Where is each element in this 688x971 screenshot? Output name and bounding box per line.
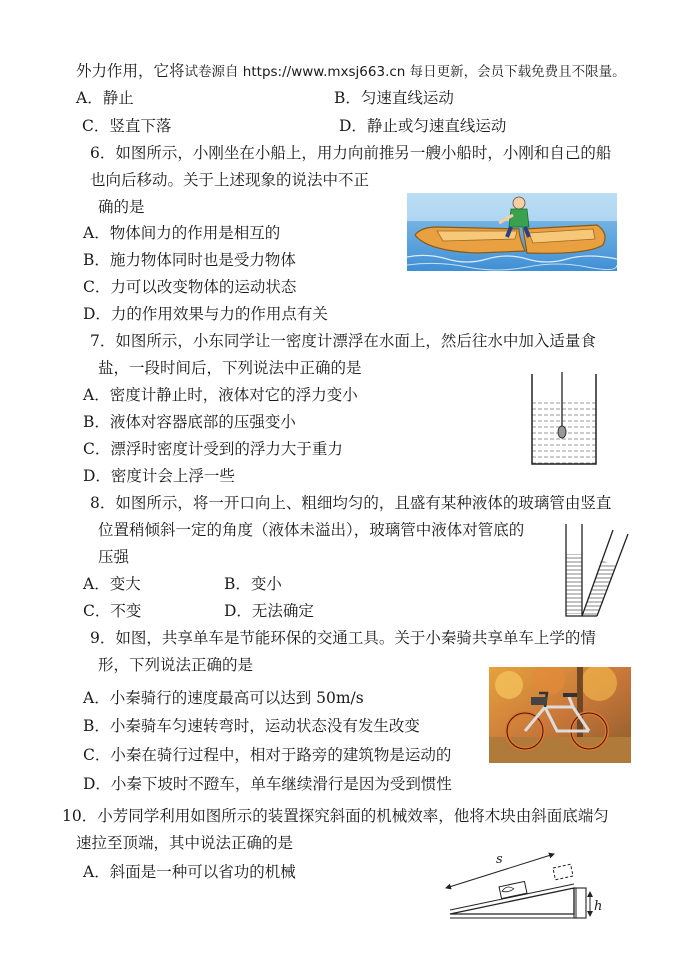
q9-option-a[interactable]: A．小秦骑行的速度最高可以达到 50m/s — [83, 689, 364, 707]
incline-figure — [438, 848, 608, 920]
q8-stem-2: 位置稍倾斜一定的角度（液体未溢出），玻璃管中液体对管底的 — [98, 521, 525, 539]
boy-shirt — [509, 209, 529, 227]
q8-option-c[interactable]: C．不变 — [83, 602, 142, 620]
boy-head — [513, 197, 525, 209]
hydrometer-bulb — [558, 426, 566, 438]
q9-stem-1: 9．如图，共享单车是节能环保的交通工具。关于小秦骑共享单车上学的情 — [90, 629, 596, 647]
q6-stem-1: 6．如图所示，小刚坐在小船上，用力向前推另一艘小船时，小刚和自己的船 — [90, 144, 612, 162]
h-label: h — [594, 899, 603, 914]
option-a[interactable]: A．静止 — [76, 89, 134, 107]
q9-stem-2: 形，下列说法正确的是 — [98, 656, 254, 674]
q10-stem-2: 速拉至顶端，其中说法正确的是 — [76, 834, 294, 852]
q9-option-b[interactable]: B．小秦骑车匀速转弯时，运动状态没有发生改变 — [83, 717, 420, 735]
stem-text: 外力作用，它将 — [76, 62, 185, 80]
q8-stem-3: 压强 — [98, 548, 130, 566]
q8-option-b[interactable]: B．变小 — [224, 575, 282, 593]
q7-option-c[interactable]: C．漂浮时密度计受到的浮力大于重力 — [83, 440, 343, 458]
q10-stem-1: 10．小芳同学利用如图所示的装置探究斜面的机械效率，他将木块由斜面底端匀 — [62, 807, 609, 825]
q9-option-d[interactable]: D．小秦下坡时不蹬车，单车继续滑行是因为受到惯性 — [83, 775, 452, 793]
q10-option-a[interactable]: A．斜面是一种可以省功的机械 — [83, 863, 296, 881]
q6-stem-3: 确的是 — [98, 198, 145, 216]
q9-option-c[interactable]: C．小秦在骑行过程中，相对于路旁的建筑物是运动的 — [83, 746, 452, 764]
q6-option-d[interactable]: D．力的作用效果与力的作用点有关 — [83, 305, 328, 323]
continued-stem — [76, 61, 626, 82]
hydrometer-figure — [528, 370, 600, 468]
vertical-tube-liquid — [566, 554, 582, 614]
q8-option-a[interactable]: A．变大 — [83, 575, 141, 593]
q7-option-a[interactable]: A．密度计静止时，液体对它的浮力变小 — [83, 386, 358, 404]
s-label: s — [496, 852, 503, 867]
q8-option-d[interactable]: D．无法确定 — [224, 602, 314, 620]
q6-option-c[interactable]: C．力可以改变物体的运动状态 — [83, 278, 297, 296]
q7-stem-2: 盐，一段时间后，下列说法中正确的是 — [98, 359, 362, 377]
bicycle-photo — [489, 667, 631, 763]
q7-option-d[interactable]: D．密度计会上浮一些 — [83, 467, 235, 485]
option-b[interactable]: B．匀速直线运动 — [334, 89, 454, 107]
option-d[interactable]: D．静止或匀速直线运动 — [339, 117, 507, 135]
q6-option-b[interactable]: B．施力物体同时也是受力物体 — [83, 251, 296, 269]
tube-figure — [558, 520, 630, 620]
q6-stem-2: 也向后移动。关于上述现象的说法中不正 — [90, 171, 370, 189]
q7-option-b[interactable]: B．液体对容器底部的压强变小 — [83, 413, 296, 431]
option-c[interactable]: C．竖直下落 — [82, 117, 172, 135]
q6-option-a[interactable]: A．物体间力的作用是相互的 — [83, 224, 281, 242]
watermark: 试卷源自 https://www.mxsj663.cn 每日更新，会员下载免费且不限量。 — [184, 64, 626, 80]
boat-figure — [407, 193, 617, 271]
q7-stem-1: 7．如图所示，小东同学让一密度计漂浮在水面上，然后往水中加入适量食 — [90, 332, 596, 350]
q8-stem-1: 8．如图所示，将一开口向上、粗细均匀的，且盛有某种液体的玻璃管由竖直 — [90, 494, 612, 512]
